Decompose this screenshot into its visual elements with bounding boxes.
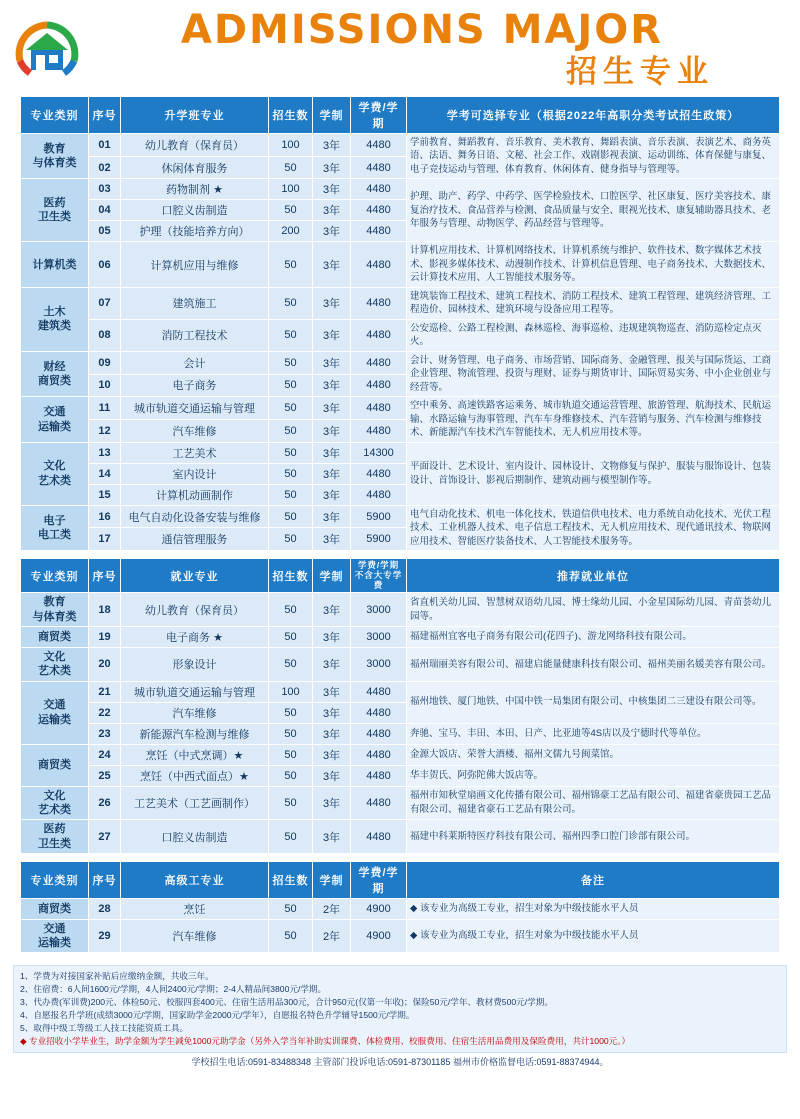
description-cell: 建筑装饰工程技术、建筑工程技术、消防工程技术、建筑工程管理、建筑经济管理、工程造价、园林技术、建筑环境与设备应用工程等。	[407, 287, 780, 319]
major-name: 通信管理服务	[121, 528, 269, 551]
duration: 3年	[313, 221, 351, 242]
duration: 2年	[313, 898, 351, 919]
duration: 3年	[313, 319, 351, 351]
page-header	[0, 0, 800, 96]
tuition-fee: 4480	[351, 374, 407, 397]
enrollment-count: 50	[269, 723, 313, 744]
table-row	[21, 919, 780, 953]
description-cell: 金源大饭店、荣誉大酒楼、福州文儒九号闽菜馆。	[407, 744, 780, 765]
column-header-6: 学考可选择专业（根据2022年高职分类考试招生政策）	[407, 96, 780, 133]
tuition-fee: 4480	[351, 200, 407, 221]
enrollment-count: 50	[269, 156, 313, 179]
description-cell: 省直机关幼儿园、智慧树双语幼儿园、博士缘幼儿园、小金星国际幼儿园、青苗荟幼儿园等。	[407, 593, 780, 627]
note-line: ◆ 专业招收小学毕业生，助学金额为学生减免1000元助学金（另外入学当年补助实训课费、体检费用、校服费用、住宿生活用品费用及保险费用，共计1000元。）	[20, 1035, 631, 1046]
category-cell: 商贸类	[21, 898, 89, 919]
duration: 3年	[313, 287, 351, 319]
tuition-fee: 4480	[351, 221, 407, 242]
row-number: 04	[89, 200, 121, 221]
duration: 3年	[313, 681, 351, 702]
tuition-fee: 4480	[351, 786, 407, 820]
row-number: 13	[89, 442, 121, 463]
major-name: 烹饪（中西式面点）★	[121, 765, 269, 786]
tuition-fee: 4480	[351, 242, 407, 287]
column-header-0: 专业类别	[21, 559, 89, 593]
table-row	[21, 820, 780, 854]
duration: 2年	[313, 919, 351, 953]
description-cell: 空中乘务、高速铁路客运乘务、城市轨道交通运营管理、旅游管理、航海技术、民航运输、水路运输与海事管理、汽车车身维修技术、汽车营销与服务、汽车检测与维修技术、新能源汽车技术汽车智能技术、无人机应用技术等。	[407, 397, 780, 442]
table-row	[21, 593, 780, 627]
note-line: 1、学费为对接国家补贴后应缴纳金额，共收三年。	[20, 971, 214, 982]
enrollment-count: 50	[269, 200, 313, 221]
tuition-fee: 5900	[351, 528, 407, 551]
table-row	[21, 319, 780, 351]
column-header-2: 升学班专业	[121, 96, 269, 133]
duration: 3年	[313, 484, 351, 505]
description-cell: 会计、财务管理、电子商务、市场营销、国际商务、金融管理、报关与国际货运、工商企业管理、物流管理、投资与理财、证券与期货审计、国际贸易实务、中小企业创业与经营等。	[407, 351, 780, 396]
tuition-fee: 4480	[351, 156, 407, 179]
description-cell: 华丰贺氏、阿弥陀佛大饭店等。	[407, 765, 780, 786]
row-number: 07	[89, 287, 121, 319]
tuition-fee: 4480	[351, 179, 407, 200]
row-number: 23	[89, 723, 121, 744]
major-name: 工艺美术（工艺画制作）	[121, 786, 269, 820]
tuition-fee: 3000	[351, 627, 407, 648]
column-header-3: 招生数	[269, 861, 313, 898]
column-header-0: 专业类别	[21, 96, 89, 133]
school-house-logo	[14, 17, 80, 83]
enrollment-count: 50	[269, 319, 313, 351]
category-cell: 文化 艺术类	[21, 648, 89, 682]
enrollment-count: 200	[269, 221, 313, 242]
major-name: 烹饪	[121, 898, 269, 919]
table-row	[21, 786, 780, 820]
row-number: 05	[89, 221, 121, 242]
description-cell: 平面设计、艺术设计、室内设计、园林设计、文物修复与保护、服装与服饰设计、包装设计、首饰设计、影视后期制作、建筑动画与模型制作等。	[407, 442, 780, 505]
row-number: 28	[89, 898, 121, 919]
column-header-2: 高级工专业	[121, 861, 269, 898]
row-number: 27	[89, 820, 121, 854]
note-line: 2、住宿费：6人间1600元/学期，4人间2400元/学期；2-4人精品间3800元/学期。	[20, 984, 327, 995]
column-header-1: 序号	[89, 96, 121, 133]
major-name: 计算机动画制作	[121, 484, 269, 505]
major-name: 汽车维修	[121, 420, 269, 443]
category-cell: 文化 艺术类	[21, 786, 89, 820]
page-title-en: ADMISSIONS MAJOR	[180, 7, 664, 53]
category-cell: 财经 商贸类	[21, 351, 89, 396]
tuition-fee: 14300	[351, 442, 407, 463]
table-row	[21, 351, 780, 374]
row-number: 10	[89, 374, 121, 397]
column-header-1: 序号	[89, 861, 121, 898]
row-number: 19	[89, 627, 121, 648]
enrollment-count: 50	[269, 397, 313, 420]
row-number: 26	[89, 786, 121, 820]
description-cell: 福建福州宜客电子商务有限公司(花四子)、游龙网络科技有限公司。	[407, 627, 780, 648]
column-header-5: 学费/学期	[351, 96, 407, 133]
table-row	[21, 505, 780, 528]
table-row	[21, 133, 780, 156]
major-name: 城市轨道交通运输与管理	[121, 681, 269, 702]
category-cell: 医药 卫生类	[21, 820, 89, 854]
duration: 3年	[313, 397, 351, 420]
duration: 3年	[313, 463, 351, 484]
row-number: 14	[89, 463, 121, 484]
enrollment-count: 50	[269, 898, 313, 919]
tuition-fee: 4480	[351, 744, 407, 765]
row-number: 09	[89, 351, 121, 374]
duration: 3年	[313, 156, 351, 179]
table-row	[21, 898, 780, 919]
description-cell: 电气自动化技术、机电一体化技术、铁道信供电技术、电力系统自动化技术、光伏工程技术、工业机器人技术、电子信息工程技术、无人机应用技术、现代通讯技术、物联网应用技术、智能医疗装备技术、人工智能技术服务等。	[407, 505, 780, 550]
description-cell: 奔驰、宝马、丰田、本田、日产、比亚迪等4S店以及宁德时代等单位。	[407, 723, 780, 744]
enrollment-count: 100	[269, 179, 313, 200]
tuition-fee: 4900	[351, 919, 407, 953]
description-cell: 福州地铁、厦门地铁、中国中铁一局集团有限公司、中核集团二三建设有限公司等。	[407, 681, 780, 723]
column-header-3: 招生数	[269, 96, 313, 133]
enrollment-count: 50	[269, 505, 313, 528]
duration: 3年	[313, 200, 351, 221]
duration: 3年	[313, 648, 351, 682]
major-name: 口腔义齿制造	[121, 820, 269, 854]
category-cell: 文化 艺术类	[21, 442, 89, 505]
enrollment-count: 50	[269, 484, 313, 505]
description-cell: ◆ 该专业为高级工专业，招生对象为中级技能水平人员	[407, 919, 780, 953]
row-number: 24	[89, 744, 121, 765]
section-gap	[21, 853, 780, 861]
note-line: 4、自愿报名升学班(成绩3000元/学期，国家助学金2000元/学年），自愿报名特色升学辅导1500元/学期。	[20, 1010, 415, 1021]
major-name: 新能源汽车检测与维修	[121, 723, 269, 744]
enrollment-count: 50	[269, 765, 313, 786]
tuition-fee: 4480	[351, 463, 407, 484]
major-name: 汽车维修	[121, 702, 269, 723]
duration: 3年	[313, 351, 351, 374]
enrollment-count: 100	[269, 133, 313, 156]
programs-table	[20, 96, 780, 961]
table-row	[21, 648, 780, 682]
tuition-fee: 3000	[351, 648, 407, 682]
duration: 3年	[313, 723, 351, 744]
row-number: 20	[89, 648, 121, 682]
tuition-fee: 5900	[351, 505, 407, 528]
note-line: 3、代办费(军训费)200元、体检50元、校服四套400元、住宿生活用品300元，合计950元(仅第一年收)；保险50元/学年、教材费500元/学期。	[20, 997, 553, 1008]
table-row	[21, 744, 780, 765]
major-name: 会计	[121, 351, 269, 374]
description-cell: 公安巡检、公路工程检测、森林巡检、海事巡检、违规建筑物巡查、消防巡检定点灭火。	[407, 319, 780, 351]
column-header-5: 学费/学期 不含大专学费	[351, 559, 407, 593]
duration: 3年	[313, 820, 351, 854]
tuition-fee: 4900	[351, 898, 407, 919]
major-name: 消防工程技术	[121, 319, 269, 351]
column-header-6: 推荐就业单位	[407, 559, 780, 593]
description-cell: 福建中科莱斯特医疗科技有限公司、福州四季口腔门诊部有限公司。	[407, 820, 780, 854]
table-row	[21, 442, 780, 463]
table-row	[21, 765, 780, 786]
table-header-row	[21, 96, 780, 133]
major-name: 电子商务 ★	[121, 627, 269, 648]
tuition-fee: 4480	[351, 681, 407, 702]
enrollment-count: 50	[269, 593, 313, 627]
major-name: 幼儿教育（保育员）	[121, 133, 269, 156]
row-number: 21	[89, 681, 121, 702]
enrollment-count: 50	[269, 420, 313, 443]
category-cell: 商贸类	[21, 744, 89, 786]
duration: 3年	[313, 505, 351, 528]
column-header-4: 学制	[313, 861, 351, 898]
enrollment-count: 50	[269, 463, 313, 484]
major-name: 城市轨道交通运输与管理	[121, 397, 269, 420]
duration: 3年	[313, 242, 351, 287]
category-cell: 交通 运输类	[21, 919, 89, 953]
table-row	[21, 179, 780, 200]
notes-block	[13, 965, 787, 1052]
row-number: 11	[89, 397, 121, 420]
major-name: 电子商务	[121, 374, 269, 397]
footer-contact: 学校招生电话:0591-83488348 主管部门投诉电话:0591-87301185 福州市价格监督电话:0591-88374944。	[191, 1056, 609, 1067]
note-line: 5、取得中级工等级工人技工技能资质工具。	[20, 1023, 189, 1034]
category-cell: 交通 运输类	[21, 397, 89, 442]
tuition-fee: 4480	[351, 351, 407, 374]
enrollment-count: 50	[269, 351, 313, 374]
category-cell: 电子 电工类	[21, 505, 89, 550]
major-name: 电气自动化设备安装与维修	[121, 505, 269, 528]
duration: 3年	[313, 420, 351, 443]
row-number: 22	[89, 702, 121, 723]
category-cell: 教育 与体育类	[21, 593, 89, 627]
category-cell: 计算机类	[21, 242, 89, 287]
major-name: 工艺美术	[121, 442, 269, 463]
enrollment-count: 50	[269, 744, 313, 765]
row-number: 06	[89, 242, 121, 287]
row-number: 25	[89, 765, 121, 786]
category-cell: 交通 运输类	[21, 681, 89, 744]
duration: 3年	[313, 593, 351, 627]
enrollment-count: 50	[269, 820, 313, 854]
column-header-5: 学费/学期	[351, 861, 407, 898]
duration: 3年	[313, 374, 351, 397]
row-number: 08	[89, 319, 121, 351]
column-header-1: 序号	[89, 559, 121, 593]
tuition-fee: 4480	[351, 319, 407, 351]
description-cell: 福州瑞丽美容有限公司、福建启能量健康科技有限公司、福州美丽名媛美容有限公司。	[407, 648, 780, 682]
tuition-fee: 4480	[351, 133, 407, 156]
enrollment-count: 50	[269, 287, 313, 319]
major-name: 口腔义齿制造	[121, 200, 269, 221]
major-name: 建筑施工	[121, 287, 269, 319]
major-name: 室内设计	[121, 463, 269, 484]
tuition-fee: 4480	[351, 820, 407, 854]
enrollment-count: 50	[269, 648, 313, 682]
row-number: 16	[89, 505, 121, 528]
table-row	[21, 397, 780, 420]
duration: 3年	[313, 133, 351, 156]
row-number: 01	[89, 133, 121, 156]
description-cell: 学前教育、舞蹈教育、音乐教育、美术教育、舞蹈表演、音乐表演、表演艺术、商务英语、法语、舞务日语、文秘、社会工作、戏剧影视表演、运动训练、体育保健与康复、电子竞技运动与管理、体育教育、休闲体育、健身指导与管理等。	[407, 133, 780, 178]
category-cell: 商贸类	[21, 627, 89, 648]
column-header-6: 备注	[407, 861, 780, 898]
major-name: 汽车维修	[121, 919, 269, 953]
page-title-cn: 招生专业	[566, 53, 714, 89]
tuition-fee: 4480	[351, 765, 407, 786]
enrollment-count: 50	[269, 702, 313, 723]
column-header-0: 专业类别	[21, 861, 89, 898]
enrollment-count: 50	[269, 627, 313, 648]
major-name: 护理（技能培养方向）	[121, 221, 269, 242]
tuition-fee: 4480	[351, 723, 407, 744]
major-name: 形象设计	[121, 648, 269, 682]
major-name: 药物制剂 ★	[121, 179, 269, 200]
table-row	[21, 627, 780, 648]
description-cell: 护理、助产、药学、中药学、医学检验技术、口腔医学、社区康复、医疗美容技术、康复治疗技术、食品营养与检测、食品质量与安全、眼视光技术、康复辅助器具技术、老年服务与管理、动物医学、药品经营与管理等。	[407, 179, 780, 242]
column-header-4: 学制	[313, 559, 351, 593]
duration: 3年	[313, 179, 351, 200]
major-name: 休闲体育服务	[121, 156, 269, 179]
duration: 3年	[313, 744, 351, 765]
column-header-4: 学制	[313, 96, 351, 133]
category-cell: 医药 卫生类	[21, 179, 89, 242]
enrollment-count: 100	[269, 681, 313, 702]
table-row	[21, 287, 780, 319]
row-number: 02	[89, 156, 121, 179]
duration: 3年	[313, 528, 351, 551]
duration: 3年	[313, 627, 351, 648]
row-number: 29	[89, 919, 121, 953]
tuition-fee: 4480	[351, 702, 407, 723]
table-header-row	[21, 861, 780, 898]
enrollment-count: 50	[269, 919, 313, 953]
section-gap	[21, 953, 780, 961]
tuition-fee: 4480	[351, 287, 407, 319]
table-row	[21, 681, 780, 702]
duration: 3年	[313, 442, 351, 463]
table-header-row	[21, 559, 780, 593]
row-number: 17	[89, 528, 121, 551]
description-cell: 福州市知秋堂扇画文化传播有限公司、福州锦豪工艺品有限公司、福建省豪贵园工艺品有限公司、福建省豪石工艺品有限公司。	[407, 786, 780, 820]
tuition-fee: 3000	[351, 593, 407, 627]
enrollment-count: 50	[269, 442, 313, 463]
column-header-2: 就业专业	[121, 559, 269, 593]
duration: 3年	[313, 765, 351, 786]
enrollment-count: 50	[269, 528, 313, 551]
description-cell: 计算机应用技术、计算机网络技术、计算机系统与维护、软件技术、数字媒体艺术技术、影视多媒体技术、动漫制作技术、计算机信息管理、电子商务技术、大数据技术、云计算技术应用、人工智能技术服务等。	[407, 242, 780, 287]
enrollment-count: 50	[269, 374, 313, 397]
row-number: 18	[89, 593, 121, 627]
tuition-fee: 4480	[351, 484, 407, 505]
major-name: 烹饪（中式烹调）★	[121, 744, 269, 765]
description-cell: ◆ 该专业为高级工专业，招生对象为中级技能水平人员	[407, 898, 780, 919]
category-cell: 教育 与体育类	[21, 133, 89, 178]
table-row	[21, 723, 780, 744]
column-header-3: 招生数	[269, 559, 313, 593]
section-gap	[21, 551, 780, 559]
tuition-fee: 4480	[351, 420, 407, 443]
duration: 3年	[313, 702, 351, 723]
enrollment-count: 50	[269, 786, 313, 820]
table-row	[21, 242, 780, 287]
duration: 3年	[313, 786, 351, 820]
tuition-fee: 4480	[351, 397, 407, 420]
major-name: 幼儿教育（保育员）	[121, 593, 269, 627]
row-number: 12	[89, 420, 121, 443]
row-number: 03	[89, 179, 121, 200]
row-number: 15	[89, 484, 121, 505]
major-name: 计算机应用与维修	[121, 242, 269, 287]
enrollment-count: 50	[269, 242, 313, 287]
category-cell: 土木 建筑类	[21, 287, 89, 351]
